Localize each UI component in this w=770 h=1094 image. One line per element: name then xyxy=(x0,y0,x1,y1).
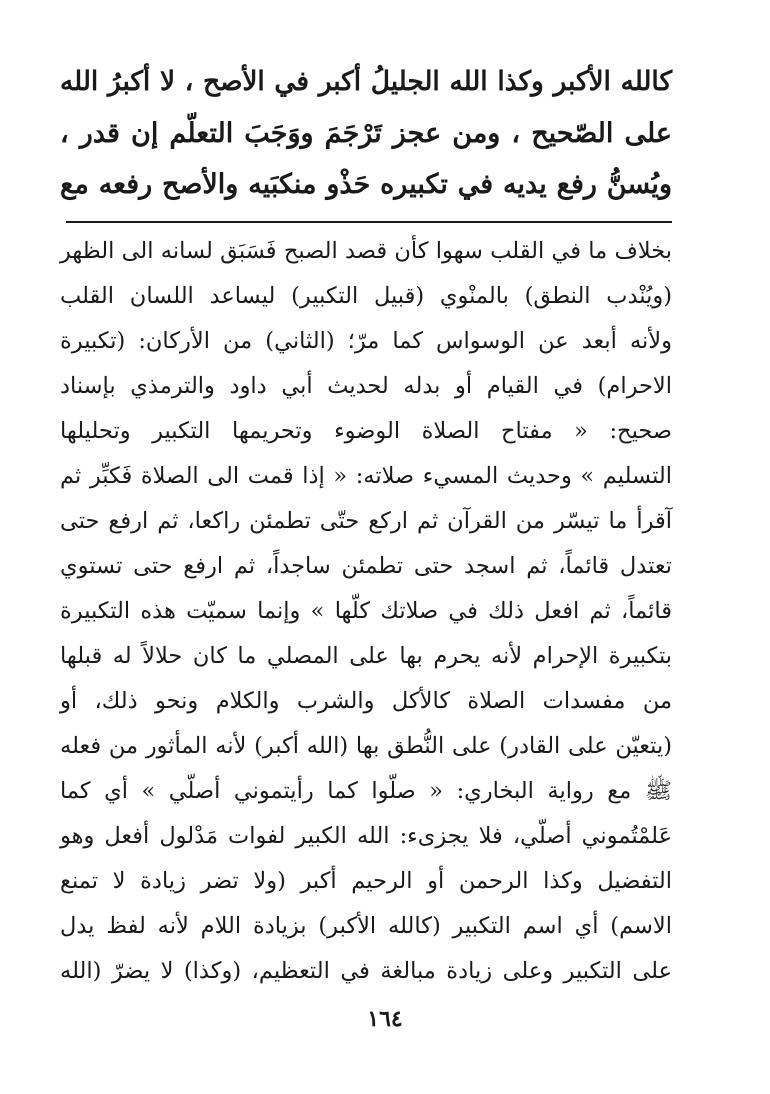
main-text-line: على الصّحيح ، ومن عجز تَرْجَمَ ووَجَبَ التعلّم إن قدر ، xyxy=(60,118,672,149)
commentary-line: قائماً، ثم افعل ذلك في صلاتك كلّها » وإنما سميّت هذه التكبيرة xyxy=(60,598,672,624)
separator-line xyxy=(66,221,672,223)
main-text-line: ويُسنُّ رفع يديه في تكبيره حَذْو منكبَيه والأصح رفعه مع xyxy=(60,169,672,200)
commentary-line: الاسم) أي اسم التكبير (كالله الأكبر) بزيادة اللام لأنه لفظ يدل xyxy=(60,913,672,939)
commentary-line: ولأنه أبعد عن الوسواس كما مرّ؛ (الثاني) من الأركان: (تكبيرة xyxy=(60,328,672,354)
commentary-line: (يتعيّن على القادر) على النُّطق بها (الله أكبر) لأنه المأثور من فعله xyxy=(60,733,672,759)
commentary-line: التفضيل وكذا الرحمن أو الرحيم أكبر (ولا تضر زيادة لا تمنع xyxy=(60,868,672,894)
commentary-line: التسليم » وحديث المسيء صلاته: « إذا قمت الى الصلاة فَكبِّر ثم xyxy=(60,463,672,489)
commentary-line: عَلمْتُموني أصلّي، فلا يجزىء: الله الكبير لفوات مَدْلول أفعل وهو xyxy=(60,823,672,849)
commentary-line: بتكبيرة الإحرام لأنه يحرم بها على المصلي ما كان حلالاً له قبلها xyxy=(60,643,672,669)
page-number: ١٦٤ xyxy=(367,1006,403,1032)
commentary-line: صحيح: « مفتاح الصلاة الوضوء وتحريمها التكبير وتحليلها xyxy=(60,418,672,444)
commentary-line: تعتدل قائماً، ثم اسجد حتى تطمئن ساجداً، ثم ارفع حتى تستوي xyxy=(60,553,672,579)
commentary-line: ﷺ مع رواية البخاري: « صلّوا كما رأيتموني أصلّي » أي كما xyxy=(60,778,672,804)
commentary-line: على التكبير وعلى زيادة مبالغة في التعظيم، (وكذا) لا يضرّ (الله xyxy=(60,958,672,984)
commentary-line: من مفسدات الصلاة كالأكل والشرب والكلام ونحو ذلك، أو xyxy=(60,688,672,714)
main-text-line: كالله الأكبر وكذا الله الجليلُ أكبر في الأصح ، لا أكبرُ الله xyxy=(60,66,672,97)
commentary-line: آقرأ ما تيسّر من القرآن ثم اركع حتّى تطمئن راكعا، ثم ارفع حتى xyxy=(60,508,672,534)
commentary-line: (ويُنْدب النطق) بالمنْوي (قبيل التكبير) ليساعد اللسان القلب xyxy=(60,283,672,309)
commentary-line: الاحرام) في القيام أو بدله لحديث أبي داود والترمذي بإسناد xyxy=(60,373,672,399)
commentary-line: بخلاف ما في القلب سهوا كأن قصد الصبح فَسَبَق لسانه الى الظهر xyxy=(60,238,672,264)
